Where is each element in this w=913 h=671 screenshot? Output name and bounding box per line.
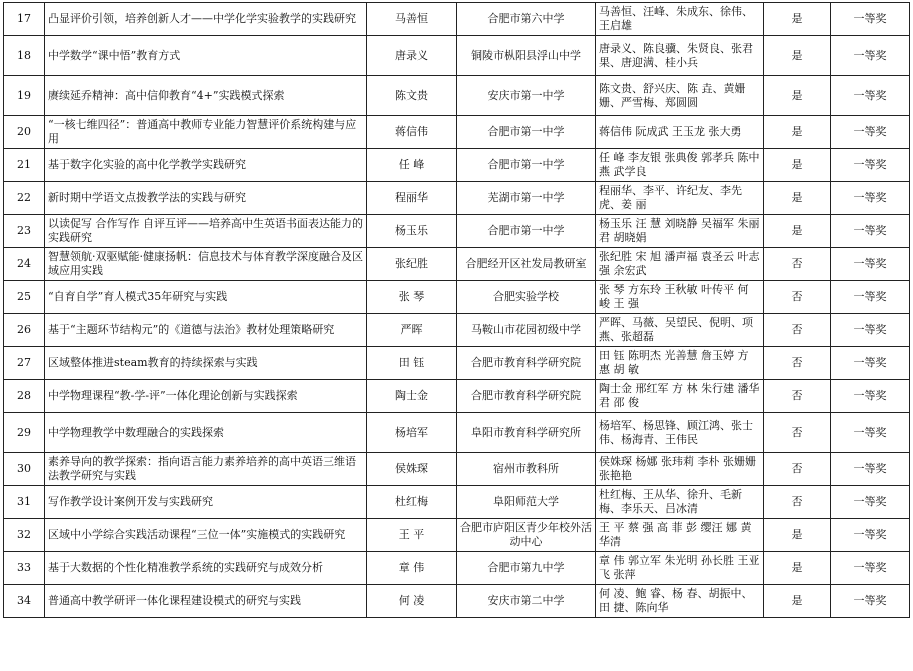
host-unit: 安庆市第一中学 bbox=[457, 76, 596, 116]
row-number: 18 bbox=[4, 36, 45, 76]
team-members: 蒋信伟 阮成武 王玉龙 张大勇 bbox=[596, 116, 764, 149]
row-number: 27 bbox=[4, 347, 45, 380]
host-unit: 阜阳师范大学 bbox=[457, 486, 596, 519]
team-members: 田 钰 陈明杰 光善慧 詹玉婷 方 惠 胡 敏 bbox=[596, 347, 764, 380]
team-members: 张 琴 方东玲 王秋敏 叶传平 何 峻 王 强 bbox=[596, 281, 764, 314]
award-level: 一等奖 bbox=[831, 248, 910, 281]
table-row bbox=[4, 486, 910, 519]
host-unit: 合肥市教育科学研究院 bbox=[457, 380, 596, 413]
team-members: 王 平 蔡 强 高 菲 彭 缨汪 娜 黄华清 bbox=[596, 519, 764, 552]
award-level: 一等奖 bbox=[831, 519, 910, 552]
flag-value: 否 bbox=[764, 314, 831, 347]
project-title: 素养导向的教学探索：指向语言能力素养培养的高中英语三维语法教学研究与实践 bbox=[45, 453, 367, 486]
team-members: 任 峰 李友银 张典俊 郭孝兵 陈中燕 武学良 bbox=[596, 149, 764, 182]
row-number: 23 bbox=[4, 215, 45, 248]
host-name: 严晖 bbox=[367, 314, 457, 347]
team-members: 何 凌、鲍 睿、杨 春、胡振中、田 捷、陈向华 bbox=[596, 585, 764, 618]
table-row bbox=[4, 215, 910, 248]
awards-table-body bbox=[4, 3, 910, 618]
award-level: 一等奖 bbox=[831, 314, 910, 347]
award-level: 一等奖 bbox=[831, 552, 910, 585]
flag-value: 否 bbox=[764, 453, 831, 486]
host-name: 陈文贵 bbox=[367, 76, 457, 116]
flag-value: 是 bbox=[764, 519, 831, 552]
flag-value: 否 bbox=[764, 281, 831, 314]
team-members: 侯姝琛 杨娜 张玮莉 李朴 张姗姗 张艳艳 bbox=[596, 453, 764, 486]
flag-value: 否 bbox=[764, 347, 831, 380]
table-row bbox=[4, 380, 910, 413]
team-members: 程丽华、李平、许纪友、李先虎、姜 丽 bbox=[596, 182, 764, 215]
host-unit: 合肥市第一中学 bbox=[457, 149, 596, 182]
flag-value: 是 bbox=[764, 585, 831, 618]
flag-value: 否 bbox=[764, 248, 831, 281]
project-title: 新时期中学语文点拨教学法的实践与研究 bbox=[45, 182, 367, 215]
project-title: 基于大数据的个性化精准教学系统的实践研究与成效分析 bbox=[45, 552, 367, 585]
award-level: 一等奖 bbox=[831, 380, 910, 413]
award-level: 一等奖 bbox=[831, 3, 910, 36]
table-row bbox=[4, 116, 910, 149]
row-number: 19 bbox=[4, 76, 45, 116]
team-members: 严晖、马薇、吴望民、倪明、项燕、张超磊 bbox=[596, 314, 764, 347]
table-row bbox=[4, 585, 910, 618]
team-members: 张纪胜 宋 旭 潘声福 袁圣云 叶志强 余宏武 bbox=[596, 248, 764, 281]
award-level: 一等奖 bbox=[831, 76, 910, 116]
flag-value: 是 bbox=[764, 552, 831, 585]
host-name: 张 琴 bbox=[367, 281, 457, 314]
host-name: 程丽华 bbox=[367, 182, 457, 215]
host-unit: 芜湖市第一中学 bbox=[457, 182, 596, 215]
flag-value: 是 bbox=[764, 215, 831, 248]
project-title: 赓续延乔精神：高中信仰教育“4+”实践模式探索 bbox=[45, 76, 367, 116]
host-name: 蒋信伟 bbox=[367, 116, 457, 149]
flag-value: 是 bbox=[764, 116, 831, 149]
project-title: 凸显评价引领，培养创新人才——中学化学实验教学的实践研究 bbox=[45, 3, 367, 36]
project-title: 中学数学“课中悟”教育方式 bbox=[45, 36, 367, 76]
table-row bbox=[4, 182, 910, 215]
host-unit: 合肥市庐阳区青少年校外活动中心 bbox=[457, 519, 596, 552]
host-unit: 合肥市第六中学 bbox=[457, 3, 596, 36]
host-name: 杨玉乐 bbox=[367, 215, 457, 248]
award-level: 一等奖 bbox=[831, 347, 910, 380]
host-name: 唐录义 bbox=[367, 36, 457, 76]
row-number: 17 bbox=[4, 3, 45, 36]
row-number: 31 bbox=[4, 486, 45, 519]
project-title: 中学物理教学中数理融合的实践探索 bbox=[45, 413, 367, 453]
award-level: 一等奖 bbox=[831, 585, 910, 618]
row-number: 28 bbox=[4, 380, 45, 413]
team-members: 杜红梅、王从华、徐升、毛新梅、李乐天、吕冰清 bbox=[596, 486, 764, 519]
host-name: 杨培军 bbox=[367, 413, 457, 453]
table-row bbox=[4, 519, 910, 552]
host-unit: 马鞍山市花园初级中学 bbox=[457, 314, 596, 347]
row-number: 20 bbox=[4, 116, 45, 149]
table-row bbox=[4, 76, 910, 116]
award-level: 一等奖 bbox=[831, 486, 910, 519]
host-unit: 宿州市教科所 bbox=[457, 453, 596, 486]
host-unit: 合肥市教育科学研究院 bbox=[457, 347, 596, 380]
table-row bbox=[4, 453, 910, 486]
row-number: 34 bbox=[4, 585, 45, 618]
award-level: 一等奖 bbox=[831, 116, 910, 149]
project-title: 基于数字化实验的高中化学教学实践研究 bbox=[45, 149, 367, 182]
host-unit: 阜阳市教育科学研究所 bbox=[457, 413, 596, 453]
host-name: 陶士金 bbox=[367, 380, 457, 413]
host-name: 杜红梅 bbox=[367, 486, 457, 519]
team-members: 唐录义、陈良骥、朱贤良、张君果、唐迎满、桂小兵 bbox=[596, 36, 764, 76]
award-level: 一等奖 bbox=[831, 215, 910, 248]
table-row bbox=[4, 314, 910, 347]
flag-value: 是 bbox=[764, 182, 831, 215]
table-row bbox=[4, 347, 910, 380]
host-unit: 安庆市第二中学 bbox=[457, 585, 596, 618]
team-members: 章 伟 郭立军 朱光明 孙长胜 王亚飞 张萍 bbox=[596, 552, 764, 585]
host-name: 马善恒 bbox=[367, 3, 457, 36]
flag-value: 是 bbox=[764, 3, 831, 36]
host-unit: 合肥经开区社发局教研室 bbox=[457, 248, 596, 281]
table-row bbox=[4, 413, 910, 453]
table-row bbox=[4, 281, 910, 314]
row-number: 30 bbox=[4, 453, 45, 486]
host-name: 王 平 bbox=[367, 519, 457, 552]
row-number: 29 bbox=[4, 413, 45, 453]
award-level: 一等奖 bbox=[831, 149, 910, 182]
project-title: 普通高中教学研评一体化课程建设模式的研究与实践 bbox=[45, 585, 367, 618]
awards-table bbox=[3, 2, 910, 618]
row-number: 21 bbox=[4, 149, 45, 182]
team-members: 马善恒、汪峰、朱成东、徐伟、王启雄 bbox=[596, 3, 764, 36]
host-name: 何 凌 bbox=[367, 585, 457, 618]
table-row bbox=[4, 149, 910, 182]
host-unit: 合肥市第一中学 bbox=[457, 215, 596, 248]
table-row bbox=[4, 248, 910, 281]
project-title: 写作教学设计案例开发与实践研究 bbox=[45, 486, 367, 519]
flag-value: 是 bbox=[764, 149, 831, 182]
host-unit: 合肥市第一中学 bbox=[457, 116, 596, 149]
project-title: “一核七维四径”：普通高中教师专业能力智慧评价系统构建与应用 bbox=[45, 116, 367, 149]
host-name: 章 伟 bbox=[367, 552, 457, 585]
award-level: 一等奖 bbox=[831, 281, 910, 314]
row-number: 32 bbox=[4, 519, 45, 552]
flag-value: 否 bbox=[764, 413, 831, 453]
team-members: 杨玉乐 汪 慧 刘晓静 吴福军 朱丽君 胡晓娟 bbox=[596, 215, 764, 248]
host-name: 侯姝琛 bbox=[367, 453, 457, 486]
project-title: 中学物理课程“教-学-评”一体化理论创新与实践探索 bbox=[45, 380, 367, 413]
award-level: 一等奖 bbox=[831, 453, 910, 486]
table-row bbox=[4, 3, 910, 36]
project-title: “自育自学”育人模式35年研究与实践 bbox=[45, 281, 367, 314]
host-name: 任 峰 bbox=[367, 149, 457, 182]
project-title: 区域中小学综合实践活动课程“三位一体”实施模式的实践研究 bbox=[45, 519, 367, 552]
host-unit: 合肥实验学校 bbox=[457, 281, 596, 314]
project-title: 基于“主题环节结构元”的《道德与法治》教材处理策略研究 bbox=[45, 314, 367, 347]
flag-value: 否 bbox=[764, 486, 831, 519]
host-unit: 铜陵市枞阳县浮山中学 bbox=[457, 36, 596, 76]
award-level: 一等奖 bbox=[831, 36, 910, 76]
project-title: 区域整体推进steam教育的持续探索与实践 bbox=[45, 347, 367, 380]
row-number: 22 bbox=[4, 182, 45, 215]
host-unit: 合肥市第九中学 bbox=[457, 552, 596, 585]
table-row bbox=[4, 552, 910, 585]
row-number: 26 bbox=[4, 314, 45, 347]
table-row bbox=[4, 36, 910, 76]
host-name: 田 钰 bbox=[367, 347, 457, 380]
team-members: 杨培军、杨思锋、顾江鸿、张士伟、杨海青、王伟民 bbox=[596, 413, 764, 453]
project-title: 智慧领航·双驱赋能·健康扬帆：信息技术与体育教学深度融合及区域应用实践 bbox=[45, 248, 367, 281]
row-number: 33 bbox=[4, 552, 45, 585]
flag-value: 是 bbox=[764, 36, 831, 76]
team-members: 陶士金 邢红军 方 林 朱行建 潘华君 邵 俊 bbox=[596, 380, 764, 413]
row-number: 25 bbox=[4, 281, 45, 314]
award-level: 一等奖 bbox=[831, 182, 910, 215]
host-name: 张纪胜 bbox=[367, 248, 457, 281]
flag-value: 否 bbox=[764, 380, 831, 413]
flag-value: 是 bbox=[764, 76, 831, 116]
team-members: 陈文贵、舒兴庆、陈 垚、黄姗姗、严雪梅、郑圆圆 bbox=[596, 76, 764, 116]
award-level: 一等奖 bbox=[831, 413, 910, 453]
project-title: 以读促写 合作写作 自评互评——培养高中生英语书面表达能力的实践研究 bbox=[45, 215, 367, 248]
row-number: 24 bbox=[4, 248, 45, 281]
